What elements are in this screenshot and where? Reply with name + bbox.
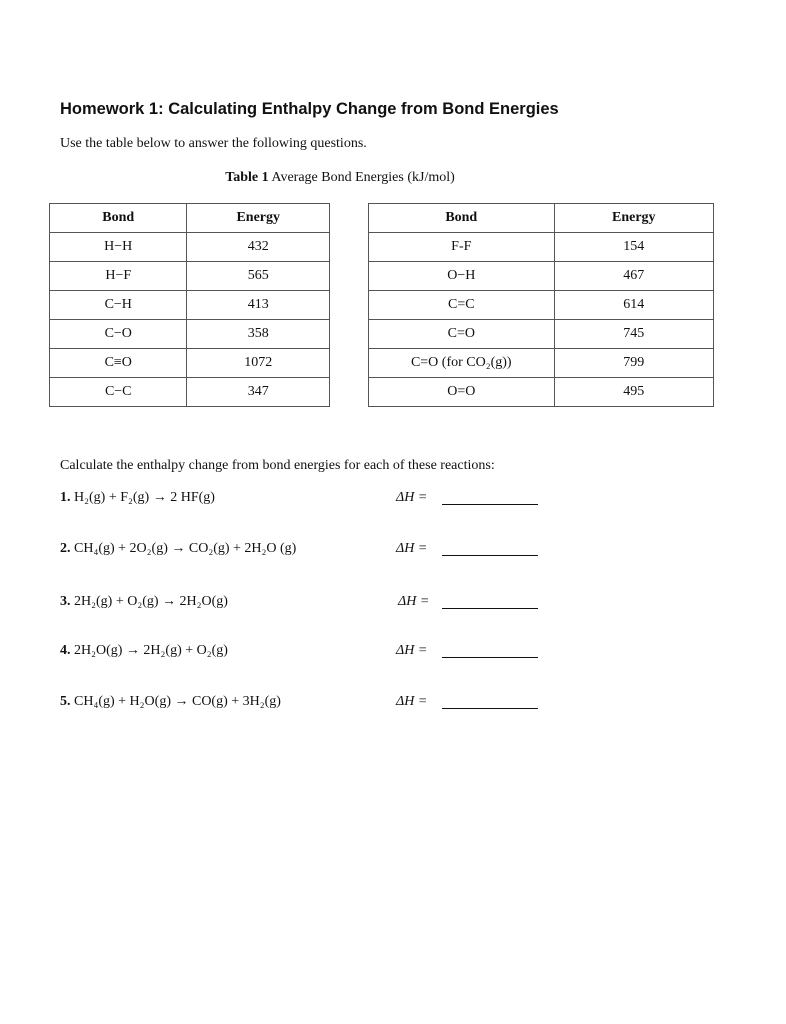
bond-table-left — [49, 203, 330, 407]
energy-cell: 614 — [554, 291, 713, 320]
bond-cell: H−F — [50, 262, 187, 291]
intro-text: Use the table below to answer the following questions. — [60, 136, 367, 151]
table-header-row — [50, 204, 330, 233]
energy-cell: 358 — [187, 320, 330, 349]
bond-cell: H−H — [50, 233, 187, 262]
bond-table-right — [368, 203, 714, 407]
question-number: 4. — [60, 643, 71, 658]
energy-cell: 565 — [187, 262, 330, 291]
bond-cell: F-F — [369, 233, 555, 262]
question-number: 5. — [60, 694, 71, 709]
bond-cell: C=C — [369, 291, 555, 320]
bond-cell: C=O — [369, 320, 555, 349]
question-number: 3. — [60, 594, 71, 609]
table-caption — [0, 170, 680, 186]
bond-cell: O=O — [369, 378, 555, 407]
question-3 — [60, 594, 560, 616]
instructions-prompt: Calculate the enthalpy change from bond energies for each of these reactions: — [60, 458, 495, 473]
reaction-equation: 2H₂O(g) → 2H₂(g) + O₂(g) — [74, 643, 228, 658]
question-number: 1. — [60, 490, 71, 505]
energy-cell: 1072 — [187, 349, 330, 378]
bond-cell: C−C — [50, 378, 187, 407]
table-row — [369, 291, 714, 320]
answer-blank[interactable] — [442, 555, 538, 556]
energy-cell: 745 — [554, 320, 713, 349]
column-header-energy: Energy — [554, 204, 713, 233]
delta-h-label: ΔH = — [396, 694, 428, 709]
reaction-equation: CH₄(g) + H₂O(g) → CO(g) + 3H₂(g) — [74, 694, 281, 709]
table-row — [50, 291, 330, 320]
table-row — [50, 320, 330, 349]
table-header-row — [369, 204, 714, 233]
answer-blank[interactable] — [442, 608, 538, 609]
bond-cell: C−H — [50, 291, 187, 320]
reaction-equation: 2H₂(g) + O₂(g) → 2H₂O(g) — [74, 594, 228, 609]
bond-cell: C≡O — [50, 349, 187, 378]
bond-cell: O−H — [369, 262, 555, 291]
table-row — [369, 378, 714, 407]
energy-cell: 799 — [554, 349, 713, 378]
table-caption-text: Average Bond Energies (kJ/mol) — [271, 170, 455, 185]
question-2 — [60, 541, 560, 563]
answer-blank[interactable] — [442, 708, 538, 709]
table-row — [369, 262, 714, 291]
energy-cell: 495 — [554, 378, 713, 407]
table-caption-label: Table 1 — [225, 170, 269, 185]
answer-blank[interactable] — [442, 657, 538, 658]
delta-h-label: ΔH = — [398, 594, 430, 609]
table-row — [50, 349, 330, 378]
column-header-energy: Energy — [187, 204, 330, 233]
delta-h-label: ΔH = — [396, 541, 428, 556]
energy-cell: 154 — [554, 233, 713, 262]
question-4 — [60, 643, 560, 665]
bond-cell: C−O — [50, 320, 187, 349]
column-header-bond: Bond — [369, 204, 555, 233]
table-row — [369, 233, 714, 262]
energy-cell: 432 — [187, 233, 330, 262]
energy-cell: 413 — [187, 291, 330, 320]
reaction-equation: H₂(g) + F₂(g) → 2 HF(g) — [74, 490, 215, 505]
answer-blank[interactable] — [442, 504, 538, 505]
delta-h-label: ΔH = — [396, 490, 428, 505]
table-row — [50, 378, 330, 407]
question-5 — [60, 694, 560, 716]
table-row — [50, 233, 330, 262]
bond-cell: C=O (for CO₂(g)) — [369, 349, 555, 378]
table-row — [50, 262, 330, 291]
question-number: 2. — [60, 541, 71, 556]
page-title: Homework 1: Calculating Enthalpy Change from Bond Energies — [60, 100, 559, 118]
energy-cell: 467 — [554, 262, 713, 291]
reaction-equation: CH₄(g) + 2O₂(g) → CO₂(g) + 2H₂O (g) — [74, 541, 297, 556]
question-1 — [60, 490, 560, 512]
delta-h-label: ΔH = — [396, 643, 428, 658]
energy-cell: 347 — [187, 378, 330, 407]
column-header-bond: Bond — [50, 204, 187, 233]
table-row — [369, 320, 714, 349]
table-row — [369, 349, 714, 378]
